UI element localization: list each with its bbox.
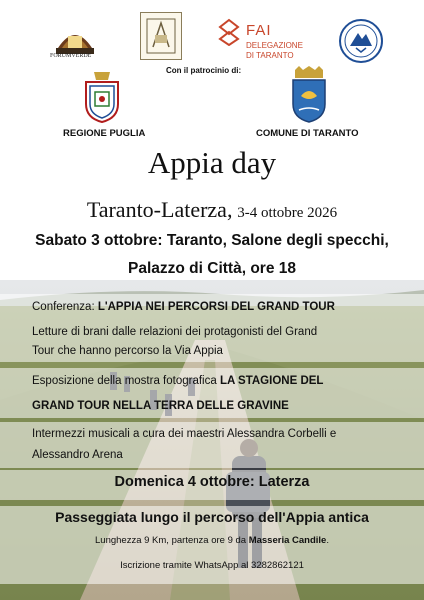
esposizione-text: Esposizione della mostra fotografica [32, 375, 220, 387]
saturday-line-2: Palazzo di Città, ore 18 [128, 260, 296, 277]
fai-label: FAI [246, 22, 272, 39]
forumverde-logo-text: FORUMVERDE [50, 53, 92, 59]
forumverde-logo [52, 18, 98, 62]
regione-label: REGIONE PUGLIA [63, 128, 146, 139]
comune-label: COMUNE DI TARANTO [256, 128, 359, 139]
letture-line-1: Letture di brani dalle relazioni dei protagonisti del Grand [32, 326, 318, 338]
lunghezza-period: . [326, 535, 329, 546]
sunday-heading: Domenica 4 ottobre: Laterza [114, 474, 310, 490]
passeggiata-heading: Passeggiata lungo il percorso dell'Appia antica [55, 509, 369, 525]
conferenza-label: Conferenza: [32, 301, 98, 313]
regione-puglia-crest [82, 70, 122, 124]
page-title: Appia day [147, 145, 277, 180]
saturday-line-1: Sabato 3 ottobre: Taranto, Salone degli specchi, [35, 232, 389, 249]
association-logo [140, 12, 182, 60]
lunghezza-text: Lunghezza 9 Km, partenza ore 9 da [95, 535, 249, 546]
conferenza-line [32, 301, 335, 313]
iscrizione-line: Iscrizione tramite WhatsApp al 3282862121 [120, 560, 304, 571]
intermezzi-line-1: Intermezzi musicali a cura dei maestri Alessandra Corbelli e [32, 428, 337, 440]
letture-line-2: Tour che hanno percorso la Via Appia [32, 345, 223, 357]
esposizione-title-part1: LA STAGIONE DEL [219, 375, 324, 387]
fai-delegazione: DELEGAZIONE [246, 41, 303, 50]
fai-taranto: DI TARANTO [246, 51, 294, 60]
esposizione-line-1 [32, 375, 323, 387]
cai-logo [338, 18, 384, 64]
patronage-label: Con il patrocinio di: [166, 66, 242, 75]
esposizione-line-2: GRAND TOUR NELLA TERRA DELLE GRAVINE [32, 400, 289, 412]
intermezzi-line-2: Alessandro Arena [32, 449, 123, 461]
subtitle-date: 3-4 ottobre 2026 [237, 205, 338, 221]
masseria-candile: Masseria Candile [248, 535, 327, 546]
comune-taranto-crest [289, 66, 329, 124]
subtitle-place: Taranto-Laterza, [86, 197, 233, 222]
conferenza-title: L'APPIA NEI PERCORSI DEL GRAND TOUR [97, 301, 335, 313]
lunghezza-line [0, 535, 424, 546]
subtitle [0, 197, 424, 223]
fai-logo-icon [218, 18, 240, 46]
